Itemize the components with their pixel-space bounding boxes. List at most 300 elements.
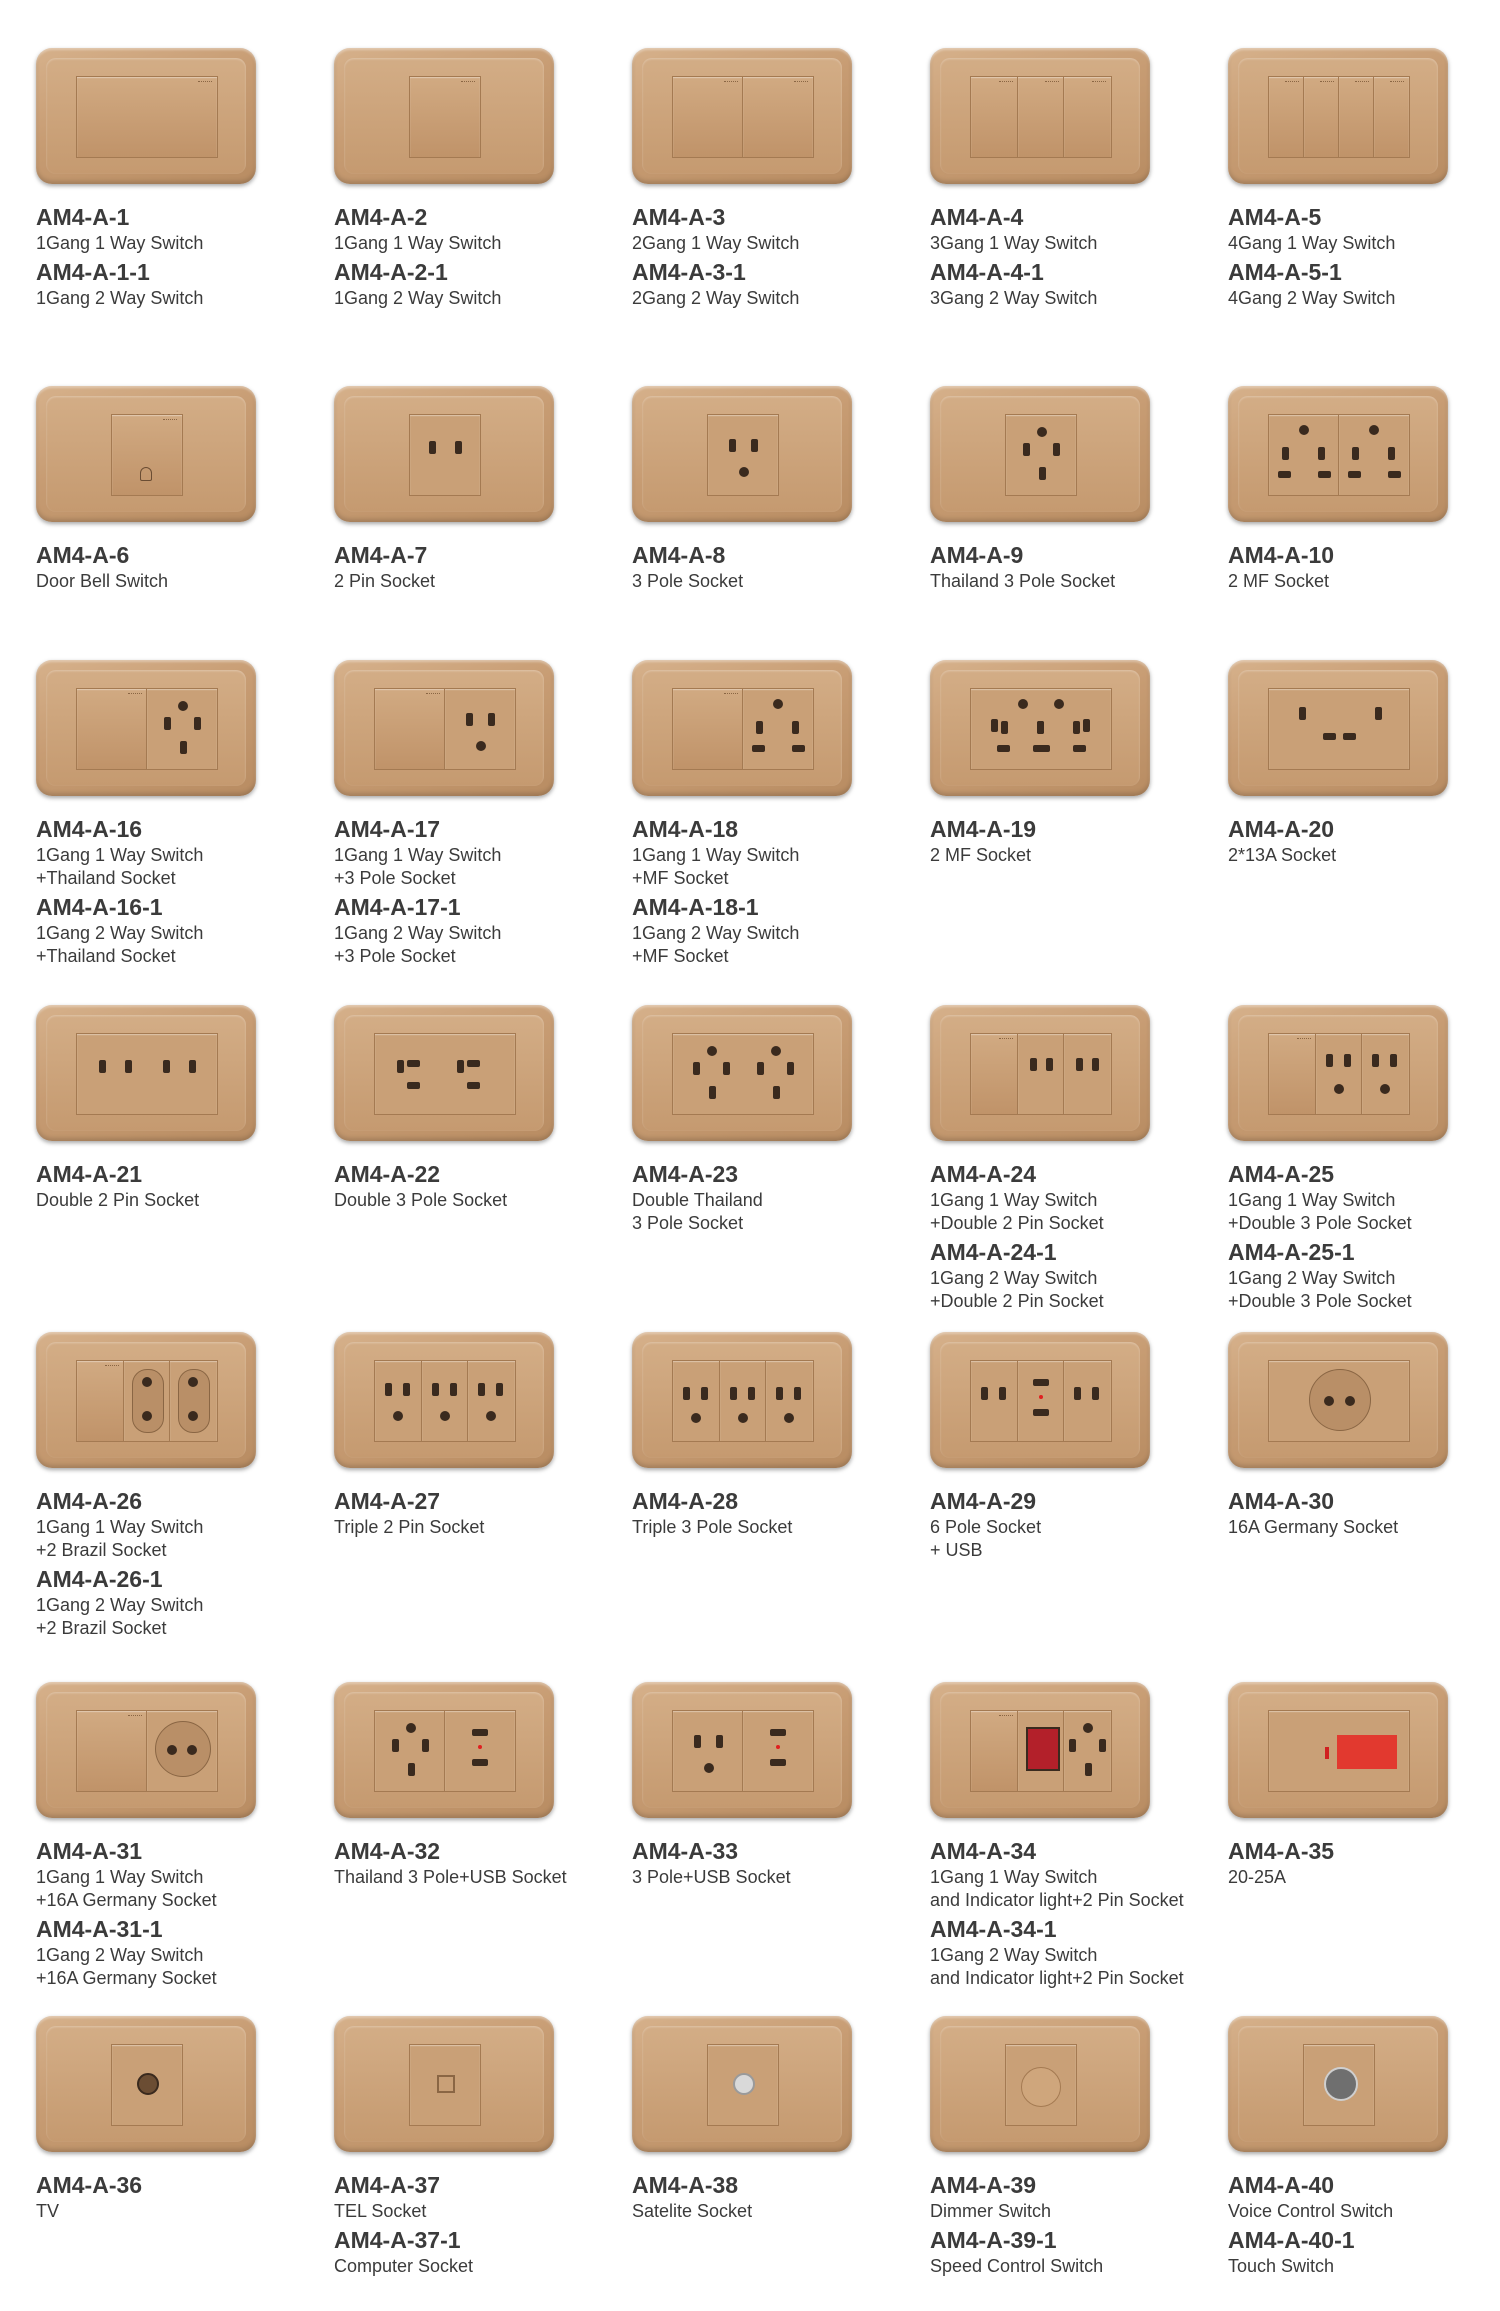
socket-module <box>1017 1360 1066 1442</box>
product-description: +3 Pole Socket <box>334 868 456 888</box>
socket-module <box>719 1360 768 1442</box>
socket-module <box>707 2044 779 2126</box>
product-description: 16A Germany Socket <box>1228 1517 1399 1537</box>
pin-slot <box>1037 721 1044 734</box>
rocker-module <box>1268 76 1305 158</box>
product-description: +16A Germany Socket <box>36 1890 217 1910</box>
rocker-module <box>76 688 148 770</box>
earth-hole <box>440 1411 450 1421</box>
variant-description: 4Gang 2 Way Switch <box>1228 288 1396 308</box>
switch-plate <box>334 1332 554 1468</box>
variant-description: +16A Germany Socket <box>36 1968 217 1988</box>
pin-slot <box>748 1387 755 1400</box>
bell-icon <box>140 467 152 481</box>
rocker-module <box>111 414 183 496</box>
voice-sensor-icon <box>1324 2067 1358 2101</box>
variant-code: AM4-A-4-1 <box>930 259 1044 285</box>
pin-slot <box>189 1060 196 1073</box>
variant-description: +Thailand Socket <box>36 946 176 966</box>
switch-plate <box>632 1332 852 1468</box>
product-description: 2Gang 1 Way Switch <box>632 233 800 253</box>
variant-code: AM4-A-31-1 <box>36 1916 163 1942</box>
pin-slot <box>773 1086 780 1099</box>
product-code: AM4-A-24 <box>930 1161 1037 1187</box>
usb-port <box>1033 1379 1049 1386</box>
pin-slot <box>694 1735 701 1748</box>
product-description: + USB <box>930 1540 983 1560</box>
product-code: AM4-A-4 <box>930 204 1024 230</box>
product-code: AM4-A-10 <box>1228 542 1335 568</box>
socket-module <box>672 1710 744 1792</box>
product-code: AM4-A-16 <box>36 816 143 842</box>
product-description: +Double 3 Pole Socket <box>1228 1213 1412 1233</box>
product-code: AM4-A-6 <box>36 542 130 568</box>
switch-plate <box>632 660 852 796</box>
pin-slot <box>1388 471 1401 478</box>
earth-hole <box>486 1411 496 1421</box>
pin-slot <box>1085 1763 1092 1776</box>
tv-connector-icon <box>137 2073 159 2095</box>
usb-port <box>770 1729 786 1736</box>
pin-slot <box>693 1062 700 1075</box>
pin-slot <box>194 717 201 730</box>
switch-plate <box>930 2016 1150 2152</box>
pin-slot <box>422 1739 429 1752</box>
product-code: AM4-A-9 <box>930 542 1024 568</box>
earth-hole <box>406 1723 416 1733</box>
product-description: 3 Pole Socket <box>632 1213 744 1233</box>
product-code: AM4-A-33 <box>632 1838 739 1864</box>
earth-hole <box>707 1046 717 1056</box>
pin-slot <box>751 439 758 452</box>
switch-plate <box>930 1332 1150 1468</box>
usb-indicator <box>478 1745 482 1749</box>
socket-module <box>1063 1710 1112 1792</box>
rocker-module <box>970 1710 1019 1792</box>
switch-plate <box>334 1005 554 1141</box>
variant-description: +Double 3 Pole Socket <box>1228 1291 1412 1311</box>
pin-slot <box>1099 1739 1106 1752</box>
pin-slot <box>1352 447 1359 460</box>
socket-module <box>1063 1033 1112 1115</box>
product-code: AM4-A-7 <box>334 542 428 568</box>
pin-slot <box>1069 1739 1076 1752</box>
pin-slot <box>729 439 736 452</box>
pin-slot <box>429 441 436 454</box>
product-code: AM4-A-30 <box>1228 1488 1335 1514</box>
socket-module <box>76 1033 218 1115</box>
switch-plate <box>36 1332 256 1468</box>
product-description: +MF Socket <box>632 868 729 888</box>
product-description: 20-25A <box>1228 1867 1287 1887</box>
earth-hole <box>476 741 486 751</box>
product-description: Thailand 3 Pole+USB Socket <box>334 1867 567 1887</box>
pin-slot <box>1318 447 1325 460</box>
socket-module <box>444 1710 516 1792</box>
socket-module <box>707 414 779 496</box>
pin-slot <box>397 1060 404 1073</box>
product-description: Triple 2 Pin Socket <box>334 1517 485 1537</box>
pin-slot <box>403 1383 410 1396</box>
pin-slot <box>1001 721 1008 734</box>
indicator-dot <box>1325 1747 1329 1759</box>
rocker-module <box>374 688 446 770</box>
pin-slot <box>991 719 998 732</box>
pin-slot <box>1323 733 1336 740</box>
pin-slot <box>467 1082 480 1089</box>
earth-hole <box>738 1413 748 1423</box>
socket-module <box>1303 2044 1375 2126</box>
pin-slot <box>1299 707 1306 720</box>
earth-hole <box>393 1411 403 1421</box>
socket-module <box>1361 1033 1410 1115</box>
variant-code: AM4-A-2-1 <box>334 259 448 285</box>
pin-slot <box>1343 733 1356 740</box>
switch-plate <box>36 2016 256 2152</box>
variant-code: AM4-A-26-1 <box>36 1566 163 1592</box>
pin-slot <box>1076 1058 1083 1071</box>
pin-slot <box>1282 447 1289 460</box>
socket-module <box>1268 1710 1410 1792</box>
pin-slot <box>1033 745 1046 752</box>
variant-description: +Double 2 Pin Socket <box>930 1291 1104 1311</box>
product-description: +Thailand Socket <box>36 868 176 888</box>
rocker-module <box>76 1360 125 1442</box>
product-description: Double Thailand <box>632 1190 763 1210</box>
product-description: 2*13A Socket <box>1228 845 1337 865</box>
socket-module <box>742 1710 814 1792</box>
product-code: AM4-A-39 <box>930 2172 1037 2198</box>
pin-slot <box>408 1763 415 1776</box>
socket-module <box>409 414 481 496</box>
product-description: 3 Pole+USB Socket <box>632 1867 791 1887</box>
pin-slot <box>997 745 1010 752</box>
pin-slot <box>716 1735 723 1748</box>
pin-slot <box>981 1387 988 1400</box>
socket-module <box>444 688 516 770</box>
product-description: Door Bell Switch <box>36 571 169 591</box>
product-code: AM4-A-35 <box>1228 1838 1335 1864</box>
variant-description: 1Gang 2 Way Switch <box>36 288 204 308</box>
product-code: AM4-A-34 <box>930 1838 1037 1864</box>
product-code: AM4-A-40 <box>1228 2172 1335 2198</box>
pin-slot <box>432 1383 439 1396</box>
earth-hole <box>187 1745 197 1755</box>
switch-plate <box>1228 386 1448 522</box>
variant-description: 1Gang 2 Way Switch <box>930 1945 1098 1965</box>
rocker-module <box>76 1710 148 1792</box>
switch-plate <box>1228 1005 1448 1141</box>
earth-hole <box>142 1411 152 1421</box>
earth-hole <box>1334 1084 1344 1094</box>
earth-hole <box>1380 1084 1390 1094</box>
product-code: AM4-A-29 <box>930 1488 1037 1514</box>
variant-description: +MF Socket <box>632 946 729 966</box>
variant-description: 1Gang 2 Way Switch <box>334 288 502 308</box>
pin-slot <box>450 1383 457 1396</box>
variant-description: 1Gang 2 Way Switch <box>334 923 502 943</box>
socket-module <box>123 1360 172 1442</box>
product-description: 4Gang 1 Way Switch <box>1228 233 1396 253</box>
switch-plate <box>334 386 554 522</box>
socket-module <box>421 1360 470 1442</box>
pin-slot <box>125 1060 132 1073</box>
product-code: AM4-A-28 <box>632 1488 739 1514</box>
product-description: 1Gang 1 Way Switch <box>334 233 502 253</box>
pin-slot <box>787 1062 794 1075</box>
variant-code: AM4-A-25-1 <box>1228 1239 1355 1265</box>
earth-hole <box>1083 1723 1093 1733</box>
rocker-module <box>672 76 744 158</box>
variant-description: Computer Socket <box>334 2256 474 2276</box>
socket-module <box>970 1360 1019 1442</box>
pin-slot <box>723 1062 730 1075</box>
rocker-module <box>1268 1033 1317 1115</box>
product-description: 3 Pole Socket <box>632 571 744 591</box>
rocker-module <box>742 76 814 158</box>
pin-slot <box>455 441 462 454</box>
earth-hole <box>773 699 783 709</box>
product-description: +2 Brazil Socket <box>36 1540 167 1560</box>
socket-module <box>1268 414 1340 496</box>
pin-slot <box>407 1082 420 1089</box>
pin-slot <box>792 721 799 734</box>
pin-slot <box>1344 1054 1351 1067</box>
socket-module <box>672 1360 721 1442</box>
pin-slot <box>1375 707 1382 720</box>
usb-port <box>1033 1409 1049 1416</box>
tel-jack-icon <box>437 2075 455 2093</box>
variant-code: AM4-A-24-1 <box>930 1239 1057 1265</box>
variant-description: 1Gang 2 Way Switch <box>1228 1268 1396 1288</box>
product-code: AM4-A-31 <box>36 1838 143 1864</box>
earth-hole <box>1018 699 1028 709</box>
product-code: AM4-A-38 <box>632 2172 739 2198</box>
switch-plate <box>1228 48 1448 184</box>
socket-module <box>1315 1033 1364 1115</box>
rocker-module <box>1338 76 1375 158</box>
product-description: Thailand 3 Pole Socket <box>930 571 1116 591</box>
variant-code: AM4-A-37-1 <box>334 2227 461 2253</box>
socket-module <box>374 1710 446 1792</box>
switch-plate <box>36 386 256 522</box>
product-description: Voice Control Switch <box>1228 2201 1394 2221</box>
socket-module <box>742 688 814 770</box>
product-description: 1Gang 1 Way Switch <box>334 845 502 865</box>
product-description: 2 MF Socket <box>930 845 1032 865</box>
rocker-module <box>970 1033 1019 1115</box>
pin-slot <box>792 745 805 752</box>
variant-code: AM4-A-39-1 <box>930 2227 1057 2253</box>
switch-plate <box>632 2016 852 2152</box>
variant-code: AM4-A-17-1 <box>334 894 461 920</box>
pin-slot <box>776 1387 783 1400</box>
product-code: AM4-A-18 <box>632 816 739 842</box>
pin-slot <box>701 1387 708 1400</box>
satellite-connector-icon <box>733 2073 755 2095</box>
variant-description: 2Gang 2 Way Switch <box>632 288 800 308</box>
usb-indicator <box>776 1745 780 1749</box>
socket-module <box>111 2044 183 2126</box>
usb-port <box>472 1759 488 1766</box>
socket-module <box>765 1360 814 1442</box>
product-description: 1Gang 1 Way Switch <box>930 1190 1098 1210</box>
product-description: 1Gang 1 Way Switch <box>36 845 204 865</box>
earth-hole <box>178 701 188 711</box>
product-code: AM4-A-37 <box>334 2172 441 2198</box>
product-code: AM4-A-19 <box>930 816 1037 842</box>
rocker-module <box>1017 76 1066 158</box>
pin-slot <box>1030 1058 1037 1071</box>
earth-hole <box>784 1413 794 1423</box>
switch-plate <box>36 660 256 796</box>
socket-module <box>146 1710 218 1792</box>
pin-slot <box>1092 1387 1099 1400</box>
usb-port <box>770 1759 786 1766</box>
pin-slot <box>392 1739 399 1752</box>
socket-module <box>1063 1360 1112 1442</box>
earth-hole <box>1299 425 1309 435</box>
switch-plate <box>1228 2016 1448 2152</box>
product-description: 1Gang 1 Way Switch <box>632 845 800 865</box>
variant-description: 1Gang 2 Way Switch <box>36 1595 204 1615</box>
socket-module <box>970 688 1112 770</box>
product-description: 1Gang 1 Way Switch <box>36 233 204 253</box>
rocker-module <box>1373 76 1410 158</box>
pin-slot <box>163 1060 170 1073</box>
pin-slot <box>385 1383 392 1396</box>
pin-slot <box>1388 447 1395 460</box>
pin-slot <box>757 1062 764 1075</box>
pin-slot <box>999 1387 1006 1400</box>
product-code: AM4-A-26 <box>36 1488 143 1514</box>
socket-module <box>374 1033 516 1115</box>
pin-slot <box>466 713 473 726</box>
switch-plate <box>36 1682 256 1818</box>
pin-slot <box>1092 1058 1099 1071</box>
rocker-module <box>1063 76 1112 158</box>
socket-module <box>467 1360 516 1442</box>
rocker-module <box>76 76 218 158</box>
pin-slot <box>180 741 187 754</box>
pin-slot <box>756 721 763 734</box>
switch-plate <box>334 48 554 184</box>
indicator-light <box>1026 1727 1060 1771</box>
product-code: AM4-A-21 <box>36 1161 143 1187</box>
socket-module <box>374 1360 423 1442</box>
product-description: 2 Pin Socket <box>334 571 436 591</box>
pin-slot <box>1318 471 1331 478</box>
germany-socket <box>155 1721 211 1777</box>
socket-module <box>1268 688 1410 770</box>
pin-slot <box>1046 1058 1053 1071</box>
switch-plate <box>1228 660 1448 796</box>
product-code: AM4-A-17 <box>334 816 441 842</box>
pin-slot <box>164 717 171 730</box>
pin-slot <box>1073 745 1086 752</box>
variant-description: Touch Switch <box>1228 2256 1335 2276</box>
product-description: Triple 3 Pole Socket <box>632 1517 793 1537</box>
product-code: AM4-A-32 <box>334 1838 441 1864</box>
earth-hole <box>691 1413 701 1423</box>
pin-slot <box>1073 721 1080 734</box>
product-code: AM4-A-23 <box>632 1161 739 1187</box>
rocker-module <box>672 688 744 770</box>
product-code: AM4-A-27 <box>334 1488 441 1514</box>
switch-plate <box>334 660 554 796</box>
product-description: TV <box>36 2201 60 2221</box>
product-description: 6 Pole Socket <box>930 1517 1042 1537</box>
socket-module <box>1017 1710 1066 1792</box>
pin-slot <box>1326 1054 1333 1067</box>
earth-hole <box>142 1377 152 1387</box>
pin-slot <box>1390 1054 1397 1067</box>
pin-slot <box>794 1387 801 1400</box>
pin-slot <box>709 1086 716 1099</box>
product-code: AM4-A-1 <box>36 204 130 230</box>
variant-description: 3Gang 2 Way Switch <box>930 288 1098 308</box>
socket-module <box>1017 1033 1066 1115</box>
switch-plate <box>632 1682 852 1818</box>
product-code: AM4-A-8 <box>632 542 726 568</box>
earth-hole <box>1054 699 1064 709</box>
variant-code: AM4-A-40-1 <box>1228 2227 1355 2253</box>
indicator-switch <box>1337 1735 1397 1769</box>
variant-description: 1Gang 2 Way Switch <box>930 1268 1098 1288</box>
pin-slot <box>478 1383 485 1396</box>
product-code: AM4-A-25 <box>1228 1161 1335 1187</box>
switch-plate <box>334 2016 554 2152</box>
switch-plate <box>632 1005 852 1141</box>
pin-slot <box>467 1060 480 1067</box>
variant-code: AM4-A-1-1 <box>36 259 150 285</box>
earth-hole <box>704 1763 714 1773</box>
socket-module <box>146 688 218 770</box>
product-description: 1Gang 1 Way Switch <box>930 1867 1098 1887</box>
product-description: +Double 2 Pin Socket <box>930 1213 1104 1233</box>
switch-plate <box>1228 1682 1448 1818</box>
socket-module <box>1005 2044 1077 2126</box>
variant-description: +2 Brazil Socket <box>36 1618 167 1638</box>
pin-slot <box>1039 467 1046 480</box>
product-code: AM4-A-2 <box>334 204 428 230</box>
rocker-module <box>1303 76 1340 158</box>
variant-description: 1Gang 2 Way Switch <box>632 923 800 943</box>
variant-code: AM4-A-3-1 <box>632 259 746 285</box>
pin-slot <box>730 1387 737 1400</box>
switch-plate <box>632 48 852 184</box>
pin-slot <box>1278 471 1291 478</box>
earth-hole <box>771 1046 781 1056</box>
usb-port <box>472 1729 488 1736</box>
product-description: 3Gang 1 Way Switch <box>930 233 1098 253</box>
pin-slot <box>752 745 765 752</box>
pin-slot <box>1372 1054 1379 1067</box>
socket-module <box>409 2044 481 2126</box>
dimmer-knob-icon <box>1021 2067 1061 2107</box>
switch-plate <box>930 386 1150 522</box>
product-description: 2 MF Socket <box>1228 571 1330 591</box>
switch-plate <box>36 48 256 184</box>
product-code: AM4-A-22 <box>334 1161 441 1187</box>
product-description: 1Gang 1 Way Switch <box>36 1867 204 1887</box>
socket-module <box>1005 414 1077 496</box>
pin-slot <box>1348 471 1361 478</box>
product-code: AM4-A-20 <box>1228 816 1335 842</box>
pin-slot <box>1053 443 1060 456</box>
pin-slot <box>496 1383 503 1396</box>
variant-description: 1Gang 2 Way Switch <box>36 923 204 943</box>
